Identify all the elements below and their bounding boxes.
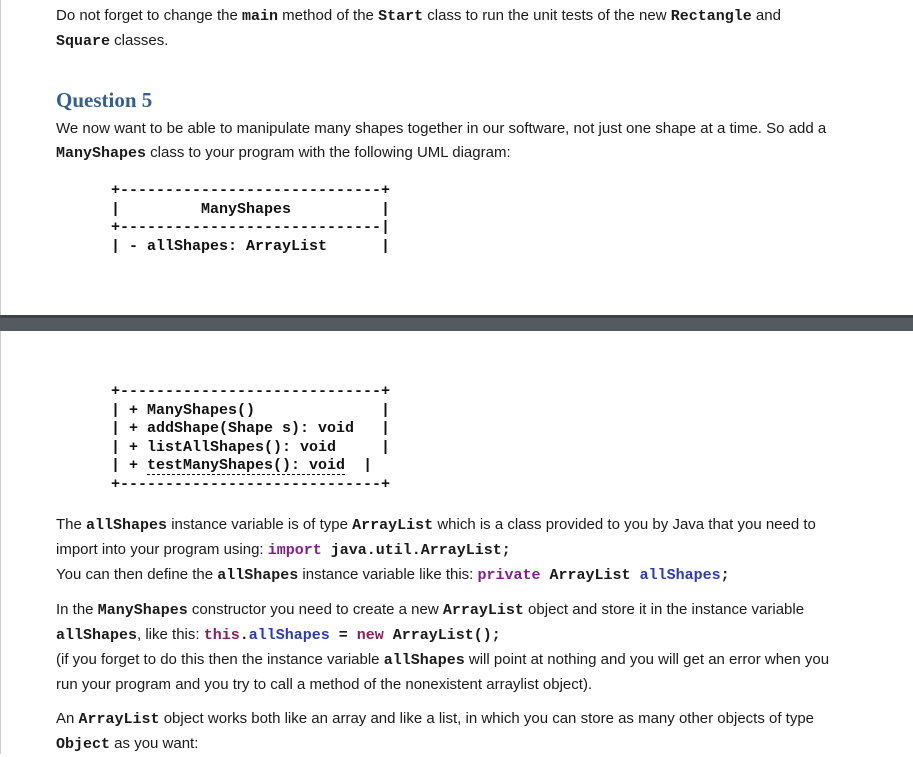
uml-attribute: | - allShapes: ArrayList | xyxy=(111,237,391,255)
text: as you want: xyxy=(110,735,199,752)
code-allshapes: allShapes xyxy=(56,627,138,644)
uml-class-name: | ManyShapes | xyxy=(111,200,391,218)
uml-line: | xyxy=(345,457,373,474)
paragraph-constructor xyxy=(56,598,876,697)
text: (if you forget to do this then the instance variable xyxy=(56,651,384,668)
text: classes. xyxy=(110,32,169,49)
code-arraylist: ArrayList xyxy=(78,711,160,728)
text: import into your program using: xyxy=(56,541,268,558)
paragraph-arraylist-import xyxy=(56,513,876,588)
code-manyshapes: ManyShapes xyxy=(97,602,188,619)
code-allshapes: allShapes xyxy=(383,652,465,669)
text: An xyxy=(56,710,79,727)
uml-line: +-----------------------------+ xyxy=(111,383,391,400)
uml-line: +-----------------------------+ xyxy=(111,475,391,493)
text: class to your program with the following UML diagram: xyxy=(146,144,511,161)
text: will point at nothing and you will get an error when you xyxy=(464,651,830,668)
text: method of the xyxy=(277,7,379,24)
text: In the xyxy=(56,601,98,618)
uml-diagram-top xyxy=(111,182,390,256)
text: We now want to be able to manipulate many shapes together in our software, not just one shape at a time. So add a xyxy=(56,120,827,137)
text: You can then define the xyxy=(56,566,218,583)
code-arraylist: ArrayList xyxy=(352,517,434,534)
text: instance variable like this: xyxy=(298,566,478,583)
uml-line: +-----------------------------+ xyxy=(111,182,391,199)
paragraph-arraylist-usage xyxy=(56,707,876,757)
code-start: Start xyxy=(378,8,424,25)
text: constructor you need to create a new xyxy=(187,601,443,618)
uml-line: +-----------------------------| xyxy=(111,219,391,236)
text: object works both like an array and like a list, in which you can store as many other objects of type xyxy=(159,710,815,727)
uml-method-underlined: testManyShapes(): void xyxy=(147,457,346,474)
code-allshapes: allShapes xyxy=(217,567,299,584)
code-arraylist: ArrayList xyxy=(540,567,640,584)
code-allshapes: allShapes xyxy=(86,517,168,534)
code-import-keyword: import xyxy=(267,542,322,559)
code-package: java.util.ArrayList; xyxy=(321,542,511,559)
page-separator xyxy=(0,315,913,331)
uml-line: | + xyxy=(111,457,148,474)
text: , like this: xyxy=(137,626,204,643)
code-main: main xyxy=(241,8,278,25)
code-new-keyword: new xyxy=(356,627,384,644)
paragraph-question-5 xyxy=(56,117,876,166)
text: and xyxy=(751,7,781,24)
uml-method: | + ManyShapes() | xyxy=(111,401,391,419)
text: class to run the unit tests of the new xyxy=(423,7,671,24)
code-semicolon: ; xyxy=(720,567,730,584)
code-allshapes-field: allShapes xyxy=(248,627,330,644)
uml-diagram-bottom xyxy=(111,383,390,494)
text: Do not forget to change the xyxy=(56,7,242,24)
code-square: Square xyxy=(56,33,111,50)
text: instance variable is of type xyxy=(167,516,353,533)
code-manyshapes: ManyShapes xyxy=(56,145,147,162)
code-allshapes-field: allShapes xyxy=(639,567,721,584)
question-5-heading: Question 5 xyxy=(56,88,153,112)
text: which is a class provided to you by Java that you need to xyxy=(433,516,816,533)
code-dot: . xyxy=(239,627,249,644)
text: run your program and you try to call a method of the nonexistent arraylist object). xyxy=(56,676,593,693)
code-rectangle: Rectangle xyxy=(670,8,752,25)
code-constructor-call: ArrayList(); xyxy=(383,627,501,644)
page-top xyxy=(0,0,913,315)
paragraph-change-main xyxy=(56,4,876,54)
code-private-keyword: private xyxy=(477,567,541,584)
uml-method: | + addShape(Shape s): void | xyxy=(111,420,391,437)
uml-method: | + listAllShapes(): void | xyxy=(111,438,391,456)
code-equals: = xyxy=(329,627,357,644)
code-this-keyword: this xyxy=(203,627,240,644)
page-bottom xyxy=(0,331,913,754)
text: The xyxy=(56,516,87,533)
code-arraylist: ArrayList xyxy=(442,602,524,619)
text: object and store it in the instance variable xyxy=(523,601,805,618)
code-object: Object xyxy=(56,736,111,753)
